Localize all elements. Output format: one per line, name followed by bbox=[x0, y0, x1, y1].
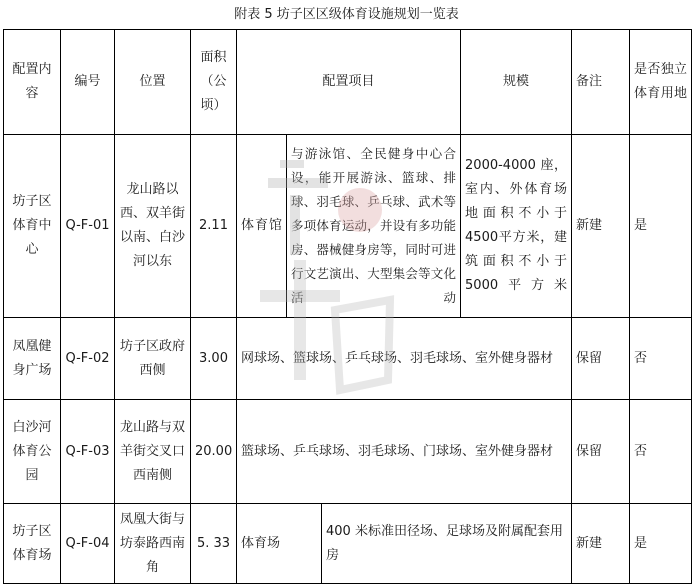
row-note: 保留 bbox=[572, 400, 630, 504]
header-location: 位置 bbox=[115, 30, 191, 135]
row-location: 坊子区政府西侧 bbox=[115, 318, 191, 400]
row-content: 凤凰健身广场 bbox=[4, 318, 61, 400]
facility-table bbox=[3, 29, 692, 584]
header-note: 备注 bbox=[572, 30, 630, 135]
row-items: 篮球场、乒乓球场、羽毛球场、门球场、室外健身器材 bbox=[237, 400, 572, 504]
header-scale: 规模 bbox=[461, 30, 572, 135]
row-independent: 否 bbox=[630, 318, 692, 400]
row-item-type: 体育馆 bbox=[237, 135, 287, 318]
header-items: 配置项目 bbox=[237, 30, 461, 135]
header-independent: 是否独立体育用地 bbox=[630, 30, 692, 135]
header-code: 编号 bbox=[61, 30, 115, 135]
table-row bbox=[4, 504, 692, 584]
row-area: 3.00 bbox=[191, 318, 237, 400]
header-content: 配置内容 bbox=[4, 30, 61, 135]
row-note: 新建 bbox=[572, 135, 630, 318]
row-area: 20.00 bbox=[191, 400, 237, 504]
row-item-detail: 与游泳馆、全民健身中心合设，能开展游泳、篮球、排球、羽毛球、乒乓球、武术等多项体育运动，并设有多功能房、器械健身房等，同时可进行文艺演出、大型集会等文化活动 bbox=[287, 135, 461, 318]
row-independent: 是 bbox=[630, 504, 692, 584]
table-row bbox=[4, 400, 692, 504]
row-item-detail: 400 米标准田径场、足球场及附属配套用房 bbox=[322, 504, 572, 584]
row-content: 坊子区体育中心 bbox=[4, 135, 61, 318]
row-independent: 否 bbox=[630, 400, 692, 504]
row-code: Q-F-01 bbox=[61, 135, 115, 318]
row-location: 龙山路与双羊街交叉口西南侧 bbox=[115, 400, 191, 504]
header-row bbox=[4, 30, 692, 135]
table-row bbox=[4, 318, 692, 400]
row-content: 白沙河体育公园 bbox=[4, 400, 61, 504]
row-area: 2.11 bbox=[191, 135, 237, 318]
table-title: 附表 5 坊子区区级体育设施规划一览表 bbox=[234, 7, 459, 22]
row-location: 凤凰大街与坊泰路西南角 bbox=[115, 504, 191, 584]
row-content: 坊子区体育场 bbox=[4, 504, 61, 584]
row-location: 龙山路以西、双羊街以南、白沙河以东 bbox=[115, 135, 191, 318]
row-area: 5. 33 bbox=[191, 504, 237, 584]
row-code: Q-F-02 bbox=[61, 318, 115, 400]
row-item-type: 体育场 bbox=[237, 504, 322, 584]
row-note: 保留 bbox=[572, 318, 630, 400]
row-note: 新建 bbox=[572, 504, 630, 584]
row-code: Q-F-03 bbox=[61, 400, 115, 504]
row-items: 网球场、篮球场、乒乓球场、羽毛球场、室外健身器材 bbox=[237, 318, 572, 400]
row-independent: 是 bbox=[630, 135, 692, 318]
row-scale: 2000-4000 座，室内、外体育场地面积不小于4500平方米，建筑面积不小于5000平方米 bbox=[461, 135, 572, 318]
header-area: 面积（公顷） bbox=[191, 30, 237, 135]
table-row bbox=[4, 135, 692, 318]
row-code: Q-F-04 bbox=[61, 504, 115, 584]
